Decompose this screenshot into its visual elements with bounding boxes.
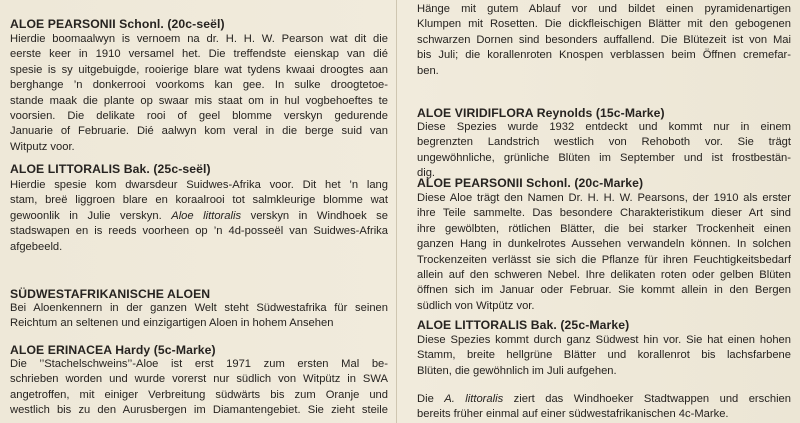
text-line: dig. [417, 167, 436, 180]
text-line: ben. [417, 64, 439, 77]
heading-aloe-littoralis-af: ALOE LITTORALIS Bak. (25c-seël) [10, 162, 211, 176]
paragraph-aloe-littoralis-af [10, 178, 388, 255]
heading-aloe-pearsonii-de: ALOE PEARSONII Schonl. (20c-Marke) [417, 176, 644, 190]
paragraph-aloe-littoralis-de [417, 333, 791, 379]
text-line: berghange ’n donkerrooi voorkoms kan gee. In sulke droogtetoe- [10, 79, 388, 92]
heading-aloe-pearsonii-af: ALOE PEARSONII Schonl. (20c-seël) [10, 17, 225, 31]
paragraph-windhoek-coat-of-arms [417, 392, 791, 423]
heading-suedwestafrikanische-aloen: SÜDWESTAFRIKANISCHE ALOEN [10, 287, 211, 301]
italic-species-name: A. littoralis [444, 393, 504, 405]
heading-aloe-littoralis-de: ALOE LITTORALIS Bak. (25c-Marke) [417, 318, 630, 332]
text-line: stam, breë liggroen blare en koraalrooi tot salmkleurige blomme wat [10, 194, 388, 207]
paragraph-aloe-pearsonii-af [10, 32, 388, 155]
text-line: afgebeeld. [10, 240, 63, 253]
paragraph-aloe-pearsonii-de [417, 191, 791, 314]
text-line: stadswapen en is reeds voorheen op ’n 4d-posseël van Suidwes-Afrika [10, 225, 388, 238]
column-divider [396, 0, 397, 423]
text-line: schwarzen Dornen sind besonders auffallend. Die Blütezeit ist von Mai [417, 33, 791, 46]
text-line: gewoonlik in Julie verskyn. Aloe littoralis verskyn in Windhoek se [10, 209, 389, 222]
text-line: voorsien. Die delikate rooi of geel blomme verskyn gedurende [10, 110, 388, 123]
text-line: westlich bis zu den Aurusbergen im Diamantengebiet. Sie zieht steile [10, 404, 388, 417]
text-line: begrenzten Landstrich westlich von Rehoboth vor. Sie trägt [417, 136, 791, 149]
text-line: öffnen sich im Januar oder Februar. Sie kommt allein in den Bergen [417, 284, 791, 297]
text-line: Bei Aloenkennern in der ganzen Welt steht Südwestafrika für seinen [10, 302, 388, 314]
text-line: allein auf den schweren Nebel. Ihre delikaten roten oder gelben Blüten [417, 269, 791, 282]
text-line: spesie is sy uitgebuigde, rooierige blare wat tydens kwaai droogtes aan [10, 63, 388, 76]
text-line: eerste keer in 1910 versamel het. Die treffendste eienskap van dié [10, 48, 388, 61]
text-line: bis Juli; die korallenroten Knospen verblassen beim Öffnen cremefar- [417, 49, 791, 62]
text-line: Diese Spezies kommt durch ganz Südwest hin vor. Sie hat einen hohen [417, 334, 791, 346]
paragraph-aloe-viridiflora [417, 120, 791, 182]
text-line: Hänge mit gutem Ablauf vor und bildet einen pyramidenartigen [417, 3, 791, 15]
text-line: Blüten, die gewöhnlich im Juli aufgehen. [417, 364, 617, 377]
text-line: Hierdie boomaalwyn is vernoem na dr. H. H. W. Pearson wat dit die [10, 33, 388, 45]
text-line: ungewöhnliche, grünliche Blüten im September und ist frostbestän- [417, 151, 791, 164]
text-line: Januarie of Februarie. Dié aalwyn kom veral in die berge suid van [10, 125, 388, 138]
paragraph-aloe-erinacea-continued [417, 2, 791, 79]
heading-aloe-viridiflora: ALOE VIRIDIFLORA Reynolds (15c-Marke) [417, 106, 665, 120]
text-line: ganzen Hang in dunkelrotes Aussehen verwandeln können. In solchen [417, 238, 791, 251]
text-line: Die ’’Stachelschweins’’-Aloe ist erst 1971 zum ersten Mal be- [10, 358, 388, 370]
text-line: schrieben worden und wurde vorerst nur südlich von Witpütz in SWA [10, 373, 388, 386]
text-line: Trockenzeiten verlässt sie sich die Pflanze für ihren Feuchtigkeitsbedarf [417, 253, 791, 266]
heading-aloe-erinacea: ALOE ERINACEA Hardy (5c-Marke) [10, 343, 216, 357]
paragraph-suedwestafrikanische-aloen [10, 301, 388, 332]
text-line: angetroffen, mit einiger Verbreitung südwärts bis zum Oranje und [10, 388, 388, 401]
text-line: Klumpen mit Rosetten. Die dickfleischigen Blätter mit den gebogenen [417, 18, 791, 31]
italic-species-name: Aloe littoralis [171, 209, 242, 222]
text-line: Witputz voor. [10, 140, 75, 153]
text-line: Reichtum an seltenen und einzigartigen Aloen in hohem Ansehen [10, 317, 334, 330]
text-line: stande maak die plante op swaar mis staat om in hul vogbehoeftes te [10, 94, 388, 107]
text-line: ihre gewölbten, rötlichen Blätter, die bei starker Trockenheit einen [417, 222, 791, 235]
text-line: ihre Teile sammelte. Das besondere Charakteristikum dieser Art sind [417, 207, 791, 220]
text-line: Stamm, breite hellgrüne Blätter und korallenrot bis lachsfarbene [417, 349, 791, 362]
text-line: Diese Spezies wurde 1932 entdeckt und kommt nur in einem [417, 121, 791, 133]
text-line: Hierdie spesie kom dwarsdeur Suidwes-Afrika voor. Dit het ’n lang [10, 179, 388, 191]
text-line: südlich von Witpütz vor. [417, 299, 535, 312]
paragraph-aloe-erinacea [10, 357, 388, 419]
text-line: Diese Aloe trägt den Namen Dr. H. H. W. Pearsons, der 1910 als erster [417, 192, 791, 204]
text-line: Die A. littoralis ziert das Windhoeker Stadtwappen und erschien [417, 393, 791, 405]
text-line: bereits früher einmal auf einer südwestafrikanischen 4c-Marke. [417, 408, 729, 421]
